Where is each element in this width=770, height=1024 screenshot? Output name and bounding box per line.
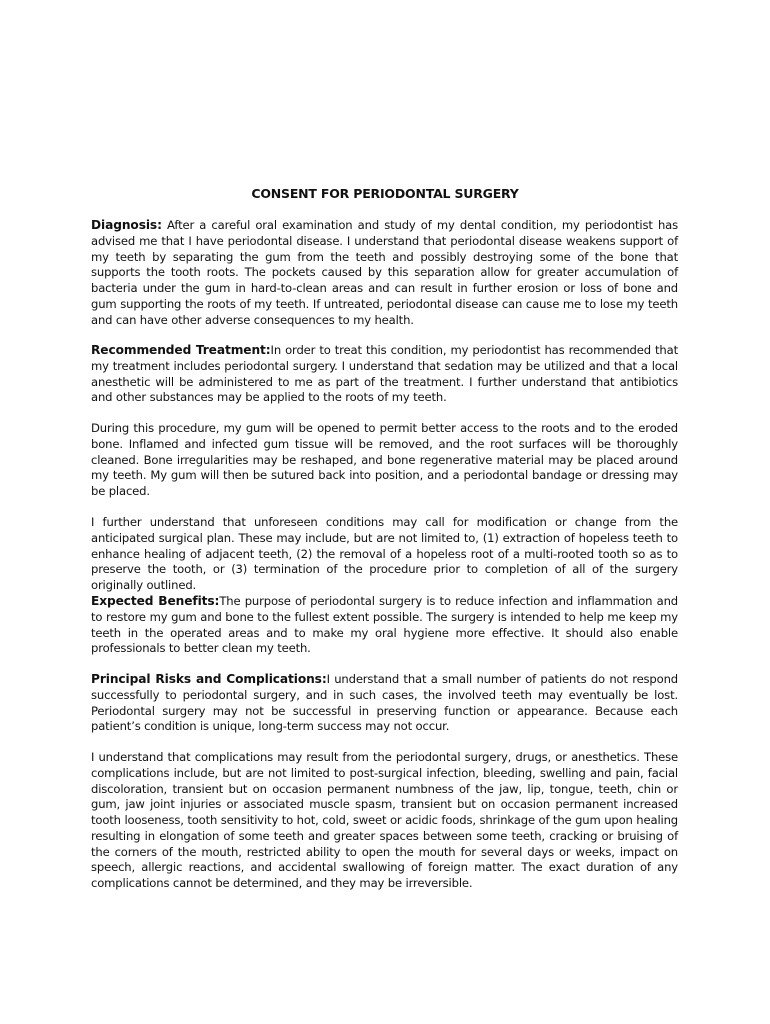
procedure-paragraph xyxy=(91,421,678,500)
unforeseen-conditions-paragraph xyxy=(91,515,678,594)
treatment-paragraph xyxy=(91,343,678,406)
benefits-text: The purpose of periodontal surgery is to reduce infection and inflammation and to restore my gum and bone to the fullest extent possible. The surgery is intended to help me keep my teeth in the operated areas and to make my oral hygiene more effective. It should also enable professionals to better clean my teeth. xyxy=(91,594,678,656)
complications-text: I understand that complications may result from the periodontal surgery, drugs, or anesthetics. These complications include, but are not limited to post-surgical infection, bleeding, swelling and pain, facial discoloration, transient but on occasion permanent numbness of the jaw, lip, tongue, teeth, chin or gum, jaw joint injuries or associated muscle spasm, transient but on occasion permanent increased tooth looseness, tooth sensitivity to hot, cold, sweet or acidic foods, shrinkage of the gum upon healing resulting in elongation of some teeth and greater spaces between some teeth, cracking or bruising of the corners of the mouth, restricted ability to open the mouth for several days or weeks, impact on speech, allergic reactions, and accidental swallowing of foreign matter. The exact duration of any complications cannot be determined, and they may be irreversible. xyxy=(91,750,678,890)
risks-text: I understand that a small number of patients do not respond successfully to periodontal surgery, and in such cases, the involved teeth may eventually be lost. Periodontal surgery may not be successful in preserving function or appearance. Because each patient’s condition is unique, long-term success may not occur. xyxy=(91,672,678,734)
treatment-heading: Recommended Treatment: xyxy=(91,343,271,357)
benefits-heading: Expected Benefits: xyxy=(91,594,220,608)
risks-paragraph xyxy=(91,672,678,735)
treatment-text: In order to treat this condition, my periodontist has recommended that my treatment includes periodontal surgery. I understand that sedation may be utilized and that a local anesthetic will be administered to me as part of the treatment. I further understand that antibiotics and other substances may be applied to the roots of my teeth. xyxy=(91,343,678,405)
diagnosis-text: After a careful oral examination and study of my dental condition, my periodontist has advised me that I have periodontal disease. I understand that periodontal disease weakens support of my teeth by separating the gum from the teeth and possibly destroying some of the bone that supports the tooth roots. The pockets caused by this separation allow for greater accumulation of bacteria under the gum in hard-to-clean areas and can result in further erosion or loss of bone and gum supporting the roots of my teeth. If untreated, periodontal disease can cause me to lose my teeth and can have other adverse consequences to my health. xyxy=(91,218,678,327)
diagnosis-paragraph xyxy=(91,218,678,328)
diagnosis-heading: Diagnosis: xyxy=(91,218,162,232)
unforeseen-conditions-text: I further understand that unforeseen conditions may call for modification or change from the anticipated surgical plan. These may include, but are not limited to, (1) extraction of hopeless teeth to enhance healing of adjacent teeth, (2) the removal of a hopeless root of a multi-rooted tooth so as to preserve the tooth, or (3) termination of the procedure prior to completion of all of the surgery originally outlined. xyxy=(91,515,678,592)
document-title: CONSENT FOR PERIODONTAL SURGERY xyxy=(251,186,519,201)
procedure-text: During this procedure, my gum will be opened to permit better access to the roots and to the eroded bone. Inflamed and infected gum tissue will be removed, and the root surfaces will be thoroughly cleaned. Bone irregularities may be reshaped, and bone regenerative material may be placed around my teeth. My gum will then be sutured back into position, and a periodontal bandage or dressing may be placed. xyxy=(91,421,678,498)
complications-paragraph xyxy=(91,750,678,892)
benefits-paragraph xyxy=(91,594,678,657)
risks-heading: Principal Risks and Complications: xyxy=(91,672,327,686)
